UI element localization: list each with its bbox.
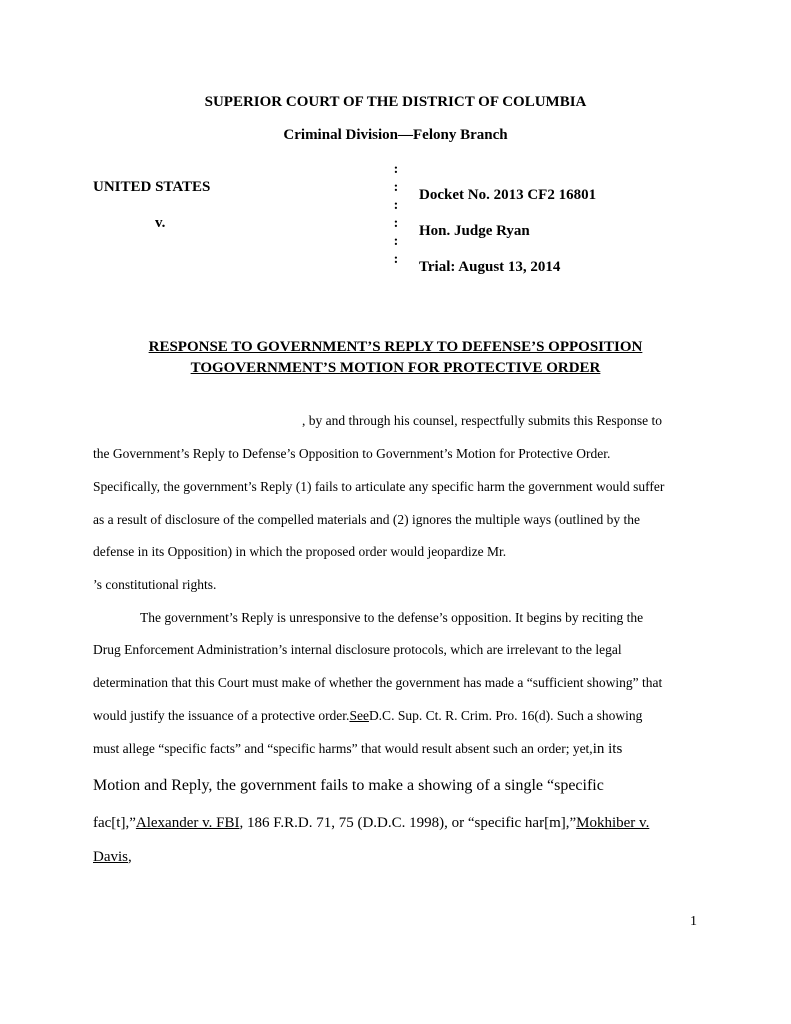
body-line: Motion and Reply, the government fails to make a showing of a single “specific bbox=[93, 777, 604, 794]
body-line: would justify the issuance of a protective order.SeeD.C. Sup. Ct. R. Crim. Pro. 16(d). Such a showing bbox=[93, 708, 643, 723]
page-number: 1 bbox=[690, 914, 697, 929]
case-citation: Alexander v. FBI bbox=[135, 815, 240, 831]
document-title-line2: TOGOVERNMENT’S MOTION FOR PROTECTIVE ORDER bbox=[190, 360, 601, 376]
docket-number: Docket No. 2013 CF2 16801 bbox=[419, 187, 597, 203]
body-line: determination that this Court must make of whether the government has made a “sufficient showing” that bbox=[93, 675, 663, 690]
see-signal: See bbox=[349, 708, 369, 723]
trial-date: Trial: August 13, 2014 bbox=[419, 259, 561, 275]
body-line: must allege “specific facts” and “specific harms” that would result absent such an order; yet,in its bbox=[93, 741, 623, 757]
body-line: defense in its Opposition) in which the proposed order would jeopardize Mr. bbox=[93, 544, 507, 559]
case-citation: Davis bbox=[93, 849, 128, 865]
judge-name: Hon. Judge Ryan bbox=[419, 223, 530, 239]
court-name: SUPERIOR COURT OF THE DISTRICT OF COLUMBIA bbox=[204, 94, 587, 110]
versus-label: v. bbox=[155, 215, 166, 231]
body-line: Davis, bbox=[93, 849, 132, 865]
case-citation: Mokhiber v. bbox=[576, 815, 650, 831]
body-line: ’s constitutional rights. bbox=[93, 577, 217, 592]
division-name: Criminal Division—Felony Branch bbox=[283, 127, 508, 143]
caption-colon-divider: : : : : : : bbox=[393, 162, 399, 267]
body-line: , by and through his counsel, respectfully submits this Response to bbox=[302, 413, 662, 428]
document-title-line1: RESPONSE TO GOVERNMENT’S REPLY TO DEFENSE’S OPPOSITION bbox=[148, 339, 643, 355]
body-line: The government’s Reply is unresponsive to the defense’s opposition. It begins by reciting the bbox=[140, 610, 644, 625]
body-line: fac[t],”Alexander v. FBI, 186 F.R.D. 71, 75 (D.D.C. 1998), or “specific har[m],”Mokhiber v. bbox=[93, 815, 650, 831]
body-line: Drug Enforcement Administration’s internal disclosure protocols, which are irrelevant to the legal bbox=[93, 642, 622, 657]
body-line: the Government’s Reply to Defense’s Opposition to Government’s Motion for Protective Order. bbox=[93, 446, 611, 461]
body-line: Specifically, the government’s Reply (1) fails to articulate any specific harm the government would suffer bbox=[93, 479, 665, 494]
body-line: as a result of disclosure of the compelled materials and (2) ignores the multiple ways (outlined by the bbox=[93, 512, 640, 527]
plaintiff-name: UNITED STATES bbox=[93, 179, 211, 195]
